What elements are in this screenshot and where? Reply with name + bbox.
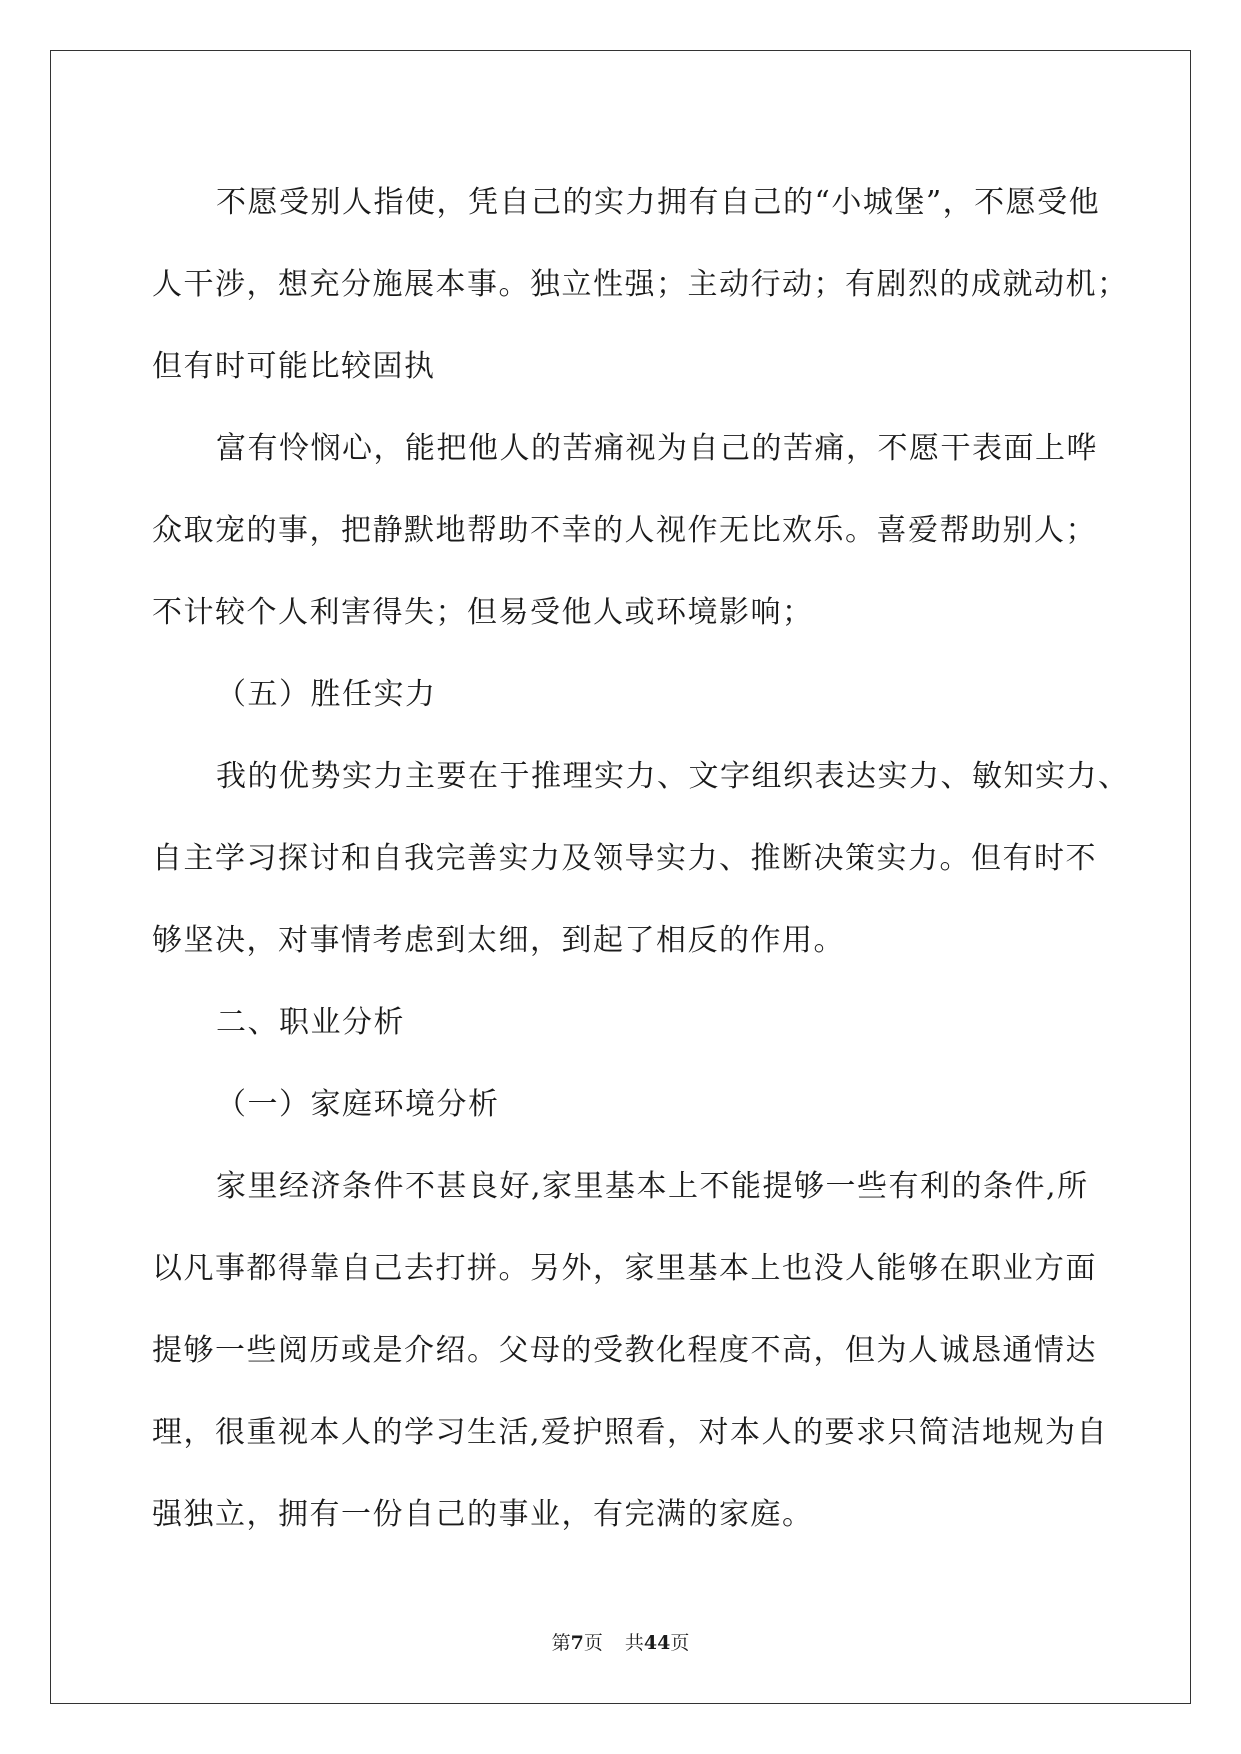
text-line: 强独立，拥有一份自己的事业，有完满的家庭。 [152, 1497, 814, 1532]
section-heading: 二、职业分析 [216, 1005, 405, 1040]
text-line: 理，很重视本人的学习生活,爱护照看，对本人的要求只简洁地规为自 [152, 1415, 1109, 1450]
text-line: 不愿受别人指使，凭自己的实力拥有自己的“小城堡”，不愿受他 [216, 185, 1101, 220]
section-heading: （五）胜任实力 [216, 677, 437, 712]
text-line: 富有怜悯心，能把他人的苦痛视为自己的苦痛，不愿干表面上哗 [216, 431, 1098, 466]
text-line: 够坚决，对事情考虑到太细，到起了相反的作用。 [152, 923, 845, 958]
text-line: 家里经济条件不甚良好,家里基本上不能提够一些有利的条件,所 [216, 1169, 1089, 1204]
text-line: 众取宠的事，把静默地帮助不幸的人视作无比欢乐。喜爱帮助别人； [152, 513, 1097, 548]
footer-total-prefix: 共 [624, 1632, 644, 1654]
text-line: 以凡事都得靠自己去打拼。另外，家里基本上也没人能够在职业方面 [152, 1251, 1097, 1286]
footer-page-unit: 页 [583, 1632, 603, 1654]
footer-prefix: 第 [551, 1632, 571, 1654]
current-page-number: 7 [570, 1632, 584, 1654]
text-line: 不计较个人利害得失；但易受他人或环境影响； [152, 595, 814, 630]
subsection-heading: （一）家庭环境分析 [216, 1087, 500, 1122]
page-footer [0, 1628, 1241, 1655]
text-line: 但有时可能比较固执 [152, 349, 436, 384]
document-body [152, 162, 1130, 1556]
text-line: 我的优势实力主要在于推理实力、文字组织表达实力、敏知实力、 [216, 759, 1130, 794]
text-line: 提够一些阅历或是介绍。父母的受教化程度不高，但为人诚恳通情达 [152, 1333, 1097, 1368]
total-page-count: 44 [643, 1632, 671, 1654]
text-line: 人干涉，想充分施展本事。独立性强；主动行动；有剧烈的成就动机； [152, 267, 1129, 302]
text-line: 自主学习探讨和自我完善实力及领导实力、推断决策实力。但有时不 [152, 841, 1097, 876]
footer-total-unit: 页 [670, 1632, 690, 1654]
